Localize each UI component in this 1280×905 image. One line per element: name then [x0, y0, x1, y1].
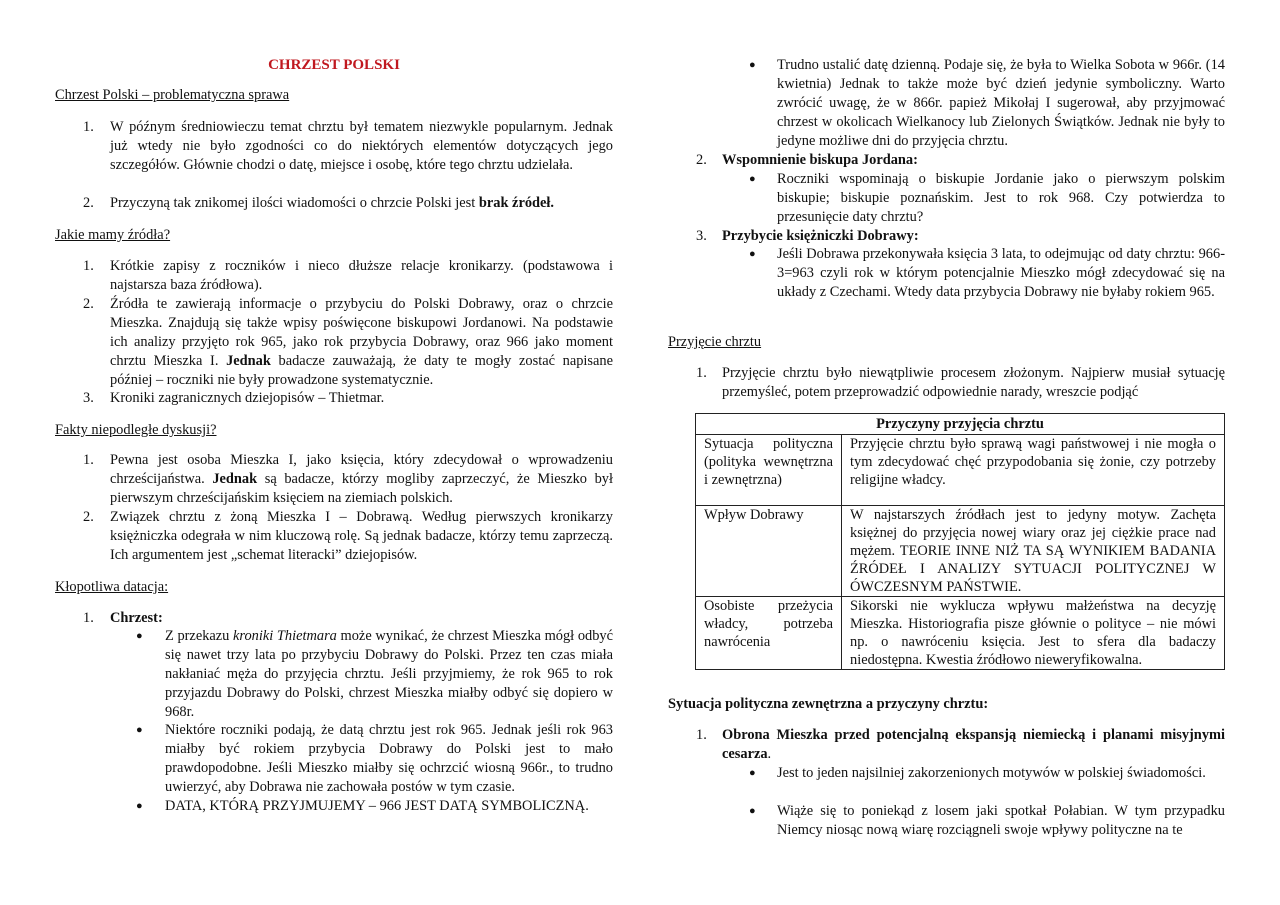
bullet-icon: ●	[136, 724, 143, 736]
table-cell: Osobiste przeżycia władcy, potrzeba nawrócenia	[696, 597, 842, 670]
document-page: CHRZEST POLSKI Chrzest Polski – problematyczna sprawa 1. W późnym średniowieczu temat chrztu był tematem niezwykle popularnym. Jednak już wtedy nie było zgodności co do niektórych elementów dotyczących jego szczegółów. Głównie chodzi o datę, miejsce i osobę, które tego chrztu udzielała. 2. Przyczyną tak znikomej ilości wiadomości o chrzcie Polski jest brak źródeł. Jakie mamy źródła? 1. Krótkie zapisy z roczników i nieco dłuższe relacje kronikarzy. (podstawowa i najstarsza baza źródłowa). 2. Źródła te zawierają informacje o przybyciu do Polski Dobrawy, oraz o chrzcie Mieszka. Znajdują się także wpisy poświęcone biskupowi Jordanowi. Na podstawie ich analizy przyjęto rok 965, jako rok przybycia Dobrawy, oraz 966 jako moment chrztu Mieszka I. Jednak badacze zauważają, że daty te mogły zostać napisane później – roczniki nie były prowadzone systematycznie. 3. Kroniki zagranicznych dziejopisów – Thietmar. Fakty niepodległe dyskusji? 1. Pewna jest osoba Mieszka I, jako księcia, który zdecydował o wprowadzeniu chrześcijaństwa. Jednak są badacze, którzy mogliby zaprzeczyć, że Mieszko był pierwszym chrześcijańskim księciem na ziemiach polskich. 2. Związek chrztu z żoną Mieszka I – Dobrawą. Według pierwszych kronikarzy księżniczka odegrała w nim kluczową rolę. Są jednak badacze, którzy temu zaprzeczą. Ich argumentem jest „schemat literacki” dziejopisów. Kłopotliwa datacja: 1. Chrzest: ● Z przekazu kroniki Thietmara może wynikać, że chrzest Mieszka mógł odbyć się nawet trzy lata po przybyciu Dobrawy do Polski. Przez ten czas miała nakłaniać męża do przyjęcia chrztu. Jeśli przyjmiemy, że rok 965 to rok przyjazdu Dobrawy do Polski, chrzest Mieszka miałby odbyć się dopiero w 968r. ● Niektóre roczniki podają, że datą chrztu jest rok 965. Jednak jeśli rok 963 miałby być rokiem przybycia Dobrawy do Polski jest to mało prawdopodobne. Jeśli Mieszko miałby się ochrzcić wiosną 966r., to trudno uwierzyć, aby Dobrawa nie zachowała postów w tym czasie. ● DATA, KTÓRĄ PRZYJMUJEMY – 966 JEST DATĄ SYMBOLICZNĄ. ● Trudno ustalić datę dzienną. Podaje się, że była to Wielka Sobota w 966r. (14 kwietnia) Jednak to także może być dzień jedynie symboliczny. Warto zwrócić uwagę, że w 866r. papież Mikołaj I sugerował, aby przyjmować chrzest w okolicach Wielkanocy lub Zielonych Świątków. Jednak nie były to jedyne możliwe dni do przyjęcia chrztu. 2. Wspomnienie biskupa Jordana: ● Roczniki wspominają o biskupie Jordanie jako o pierwszym polskim biskupie; biskupie poznańskim. Jest to rok 968. Czy potwierdza to przesunięcie daty chrztu? 3. Przybycie księżniczki Dobrawy: ● Jeśli Dobrawa przekonywała księcia 3 lata, to odejmując od daty chrztu: 966-3=963 czyli rok w którym potencjalnie Mieszko mógł zdecydować się na układy z Czechami. Wtedy data przybycia Dobrawy nie byłaby rokiem 965. Przyjęcie chrztu 1. Przyjęcie chrztu było niewątpliwie procesem złożonym. Najpierw musiał sytuację przemyśleć, potem przeprowadzić odpowiednie narady, wreszcie podjąć Przyczyny przyjęcia chrztu Sytuacja polityczna (polityka wewnętrzna i zewnętrzna) Przyjęcie chrztu było sprawą wagi państwowej i nie mogła o tym zdecydować chęć przypodobania się żonie, czy potrzeby religijne władcy. Wpływ Dobrawy W najstarszych źródłach jest to jedyny motyw. Zachęta księżnej do przyjęcia nowej wiary oraz jej ciężkie prace nad mężem. TEORIE INNE NIŻ TA SĄ WYNIKIEM BADANIA ŹRÓDEŁ I ANALIZY SYTUACJI POLITYCZNEJ W ÓWCZESNYM PAŃSTWIE. Osobiste przeżycia władcy, potrzeba nawrócenia Sikorski nie wyklucza wpływu małżeństwa na decyzję Mieszka. Historiografia pisze głównie o polityce – nie mówi np. o nawróceniu księcia. Jest to sfera dla badaczy niedostępna. Kwestia źródłowo nieweryfikowalna. Sytuacja polityczna zewnętrzna a przyczyny chrztu: 1. Obrona Mieszka przed potencjalną ekspansją niemiecką i planami misyjnymi cesarza. ● Jest to jeden najsilniej zakorzenionych motywów w polskiej świadomości. ● Wiąże się to poniekąd z losem jaki spotkał Połabian. W tym przypadku Niemcy niosąc nową wiarę rozciągneli swoje wpływy polityczne na te	[55, 57, 1225, 838]
table-cell: Wpływ Dobrawy	[696, 506, 842, 597]
bullet-icon: ●	[749, 173, 756, 185]
table-header: Przyczyny przyjęcia chrztu	[696, 414, 1225, 435]
table-cell: Przyjęcie chrztu było sprawą wagi państwowej i nie mogła o tym zdecydować chęć przypodobania się żonie, czy potrzeby religijne władcy.	[842, 435, 1225, 506]
table-cell: W najstarszych źródłach jest to jedyny motyw. Zachęta księżnej do przyjęcia nowej wiary oraz jej ciężkie prace nad mężem. TEORIE INNE NIŻ TA SĄ WYNIKIEM BADANIA ŹRÓDEŁ I ANALIZY SYTUACJI POLITYCZNEJ W ÓWCZESNYM PAŃSTWIE.	[842, 506, 1225, 597]
bullet-icon: ●	[749, 805, 756, 817]
section-heading-external: Sytuacja polityczna zewnętrzna a przyczyny chrztu:	[668, 696, 989, 712]
section-heading-dating: Kłopotliwa datacja:	[55, 579, 169, 595]
bullet-icon: ●	[749, 248, 756, 260]
bullet-icon: ●	[749, 767, 756, 779]
section-heading-sources: Jakie mamy źródła?	[55, 227, 171, 243]
table-row	[696, 597, 1225, 670]
section-heading-problem: Chrzest Polski – problematyczna sprawa	[55, 87, 290, 103]
section-heading-adoption: Przyjęcie chrztu	[668, 334, 762, 350]
table-cell: Sikorski nie wyklucza wpływu małżeństwa na decyzję Mieszka. Historiografia pisze głównie o polityce – nie mówi np. o nawróceniu księcia. Jest to sfera dla badaczy niedostępna. Kwestia źródłowo nieweryfikowalna.	[842, 597, 1225, 670]
bullet-icon: ●	[136, 800, 143, 812]
bullet-icon: ●	[136, 630, 143, 642]
page-title: CHRZEST POLSKI	[268, 57, 400, 73]
causes-table	[695, 413, 1225, 670]
table-cell: Sytuacja polityczna (polityka wewnętrzna i zewnętrzna)	[696, 435, 842, 506]
section-heading-facts: Fakty niepodległe dyskusji?	[55, 422, 217, 438]
table-row	[696, 435, 1225, 506]
table-row	[696, 506, 1225, 597]
bullet-icon: ●	[749, 59, 756, 71]
